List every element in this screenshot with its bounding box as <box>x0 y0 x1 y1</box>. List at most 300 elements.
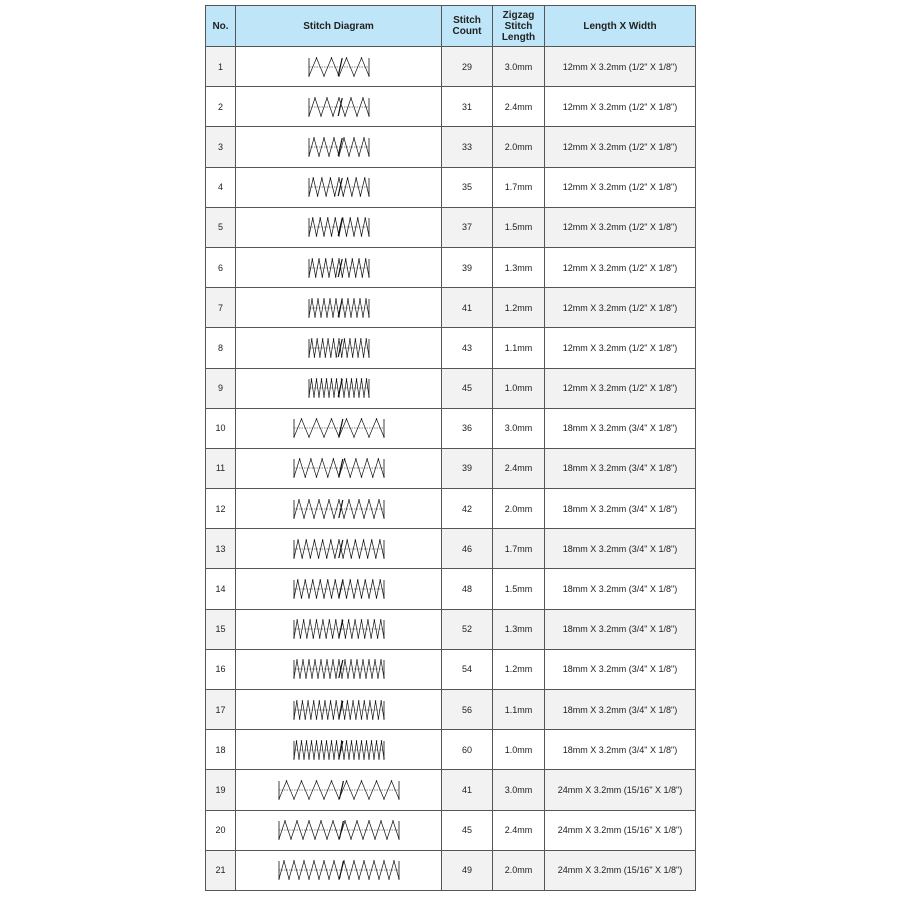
needle-point <box>304 579 305 580</box>
needle-point <box>310 378 311 379</box>
zigzag-length: 1.7mm <box>493 529 545 569</box>
needle-point <box>357 579 358 580</box>
needle-point <box>328 620 329 621</box>
needle-point <box>314 660 315 661</box>
needle-point <box>362 539 363 540</box>
needle-point <box>341 678 342 679</box>
needle-point <box>392 820 393 821</box>
needle-point <box>398 798 399 799</box>
needle-point <box>315 378 316 379</box>
needle-point <box>326 557 327 558</box>
needle-point <box>360 57 361 58</box>
needle-point <box>308 396 309 397</box>
needle-point <box>360 597 361 598</box>
needle-point <box>368 236 369 237</box>
needle-point <box>303 758 304 759</box>
needle-point <box>328 396 329 397</box>
needle-point <box>363 396 364 397</box>
needle-point <box>317 557 318 558</box>
needle-point <box>328 155 329 156</box>
needle-point <box>335 356 336 357</box>
needle-point <box>383 678 384 679</box>
needle-point <box>372 477 373 478</box>
needle-point <box>357 638 358 639</box>
needle-point <box>350 740 351 741</box>
needle-point <box>375 419 376 420</box>
needle-point <box>329 700 330 701</box>
needle-point <box>344 258 345 259</box>
needle-point <box>310 740 311 741</box>
needle-point <box>358 557 359 558</box>
needle-point <box>362 838 363 839</box>
needle-point <box>388 879 389 880</box>
table-row <box>206 690 696 730</box>
needle-point <box>338 539 339 540</box>
needle-point <box>331 638 332 639</box>
needle-point <box>288 879 289 880</box>
needle-point <box>330 57 331 58</box>
needle-point <box>360 477 361 478</box>
needle-point <box>353 137 354 138</box>
needle-point <box>366 459 367 460</box>
row-number: 21 <box>206 850 236 890</box>
stitch-count: 48 <box>442 569 493 609</box>
needle-point <box>360 236 361 237</box>
needle-point <box>365 298 366 299</box>
needle-point <box>326 316 327 317</box>
stitch-count: 35 <box>442 167 493 207</box>
needle-point <box>296 700 297 701</box>
needle-point <box>323 758 324 759</box>
needle-point <box>323 798 324 799</box>
needle-point <box>313 356 314 357</box>
needle-point <box>362 356 363 357</box>
needle-point <box>305 678 306 679</box>
needle-point <box>309 557 310 558</box>
needle-point <box>366 557 367 558</box>
needle-point <box>375 740 376 741</box>
needle-point <box>345 57 346 58</box>
needle-point <box>323 236 324 237</box>
needle-point <box>343 396 344 397</box>
needle-point <box>304 718 305 719</box>
zigzag-length: 3.0mm <box>493 770 545 810</box>
needle-point <box>325 378 326 379</box>
stitch-diagram-cell <box>236 368 442 408</box>
length-width: 24mm X 3.2mm (15/16" X 1/8") <box>545 850 696 890</box>
needle-point <box>363 137 364 138</box>
needle-point <box>332 718 333 719</box>
needle-point <box>298 499 299 500</box>
table-row <box>206 167 696 207</box>
header-zigzag-line1: Zigzag <box>502 9 535 21</box>
needle-point <box>321 338 322 339</box>
needle-point <box>360 718 361 719</box>
needle-point <box>332 115 333 116</box>
needle-point <box>317 678 318 679</box>
needle-point <box>371 678 372 679</box>
needle-point <box>332 316 333 317</box>
needle-point <box>350 316 351 317</box>
needle-point <box>283 861 284 862</box>
zigzag-stitch-diagram <box>291 578 387 600</box>
needle-point <box>368 798 369 799</box>
needle-point <box>313 137 314 138</box>
needle-point <box>347 620 348 621</box>
needle-point <box>315 780 316 781</box>
needle-point <box>368 499 369 500</box>
needle-point <box>368 75 369 76</box>
needle-point <box>348 499 349 500</box>
needle-point <box>293 678 294 679</box>
needle-point <box>360 419 361 420</box>
zigzag-length: 3.0mm <box>493 408 545 448</box>
needle-point <box>345 597 346 598</box>
zigzag-stitch-diagram <box>306 96 372 118</box>
header-zigzag-line3: Length <box>501 31 536 43</box>
table-row <box>206 810 696 850</box>
needle-point <box>333 517 334 518</box>
needle-point <box>352 700 353 701</box>
needle-point <box>326 838 327 839</box>
needle-point <box>295 740 296 741</box>
needle-point <box>285 780 286 781</box>
needle-point <box>351 356 352 357</box>
stitch-count: 52 <box>442 609 493 649</box>
row-number: 3 <box>206 127 236 167</box>
stitch-diagram-cell <box>236 207 442 247</box>
zigzag-length: 2.4mm <box>493 448 545 488</box>
needle-point <box>320 820 321 821</box>
zigzag-stitch-diagram <box>291 618 387 640</box>
zigzag-length: 1.3mm <box>493 247 545 287</box>
needle-point <box>314 97 315 98</box>
zigzag-stitch-diagram <box>306 337 372 359</box>
row-number: 14 <box>206 569 236 609</box>
needle-point <box>345 236 346 237</box>
needle-point <box>368 879 369 880</box>
needle-point <box>308 155 309 156</box>
needle-point <box>383 798 384 799</box>
stitch-count: 29 <box>442 47 493 87</box>
needle-point <box>341 356 342 357</box>
stitch-count: 39 <box>442 247 493 287</box>
needle-point <box>356 660 357 661</box>
row-number: 9 <box>206 368 236 408</box>
needle-point <box>341 276 342 277</box>
length-width: 18mm X 3.2mm (3/4" X 1/8") <box>545 408 696 448</box>
needle-point <box>319 218 320 219</box>
needle-point <box>359 298 360 299</box>
stitch-count: 43 <box>442 328 493 368</box>
needle-point <box>347 678 348 679</box>
needle-point <box>348 758 349 759</box>
stitch-count: 42 <box>442 489 493 529</box>
needle-point <box>293 557 294 558</box>
zigzag-length: 1.1mm <box>493 690 545 730</box>
needle-point <box>349 338 350 339</box>
needle-point <box>363 517 364 518</box>
zigzag-length: 1.2mm <box>493 649 545 689</box>
needle-point <box>367 620 368 621</box>
needle-point <box>293 798 294 799</box>
stitch-count: 33 <box>442 127 493 167</box>
zigzag-length: 2.0mm <box>493 850 545 890</box>
needle-point <box>353 75 354 76</box>
needle-point <box>372 579 373 580</box>
needle-point <box>362 97 363 98</box>
needle-point <box>315 597 316 598</box>
needle-point <box>373 517 374 518</box>
length-width: 18mm X 3.2mm (3/4" X 1/8") <box>545 690 696 730</box>
needle-point <box>318 700 319 701</box>
length-width: 24mm X 3.2mm (15/16" X 1/8") <box>545 810 696 850</box>
row-number: 4 <box>206 167 236 207</box>
needle-point <box>308 75 309 76</box>
needle-point <box>351 638 352 639</box>
needle-point <box>354 539 355 540</box>
needle-point <box>338 338 339 339</box>
needle-point <box>319 356 320 357</box>
needle-point <box>364 177 365 178</box>
needle-point <box>321 177 322 178</box>
table-row <box>206 489 696 529</box>
needle-point <box>300 597 301 598</box>
needle-point <box>300 780 301 781</box>
needle-point <box>374 700 375 701</box>
needle-point <box>351 195 352 196</box>
zigzag-length: 1.5mm <box>493 207 545 247</box>
needle-point <box>335 620 336 621</box>
needle-point <box>324 700 325 701</box>
needle-point <box>334 218 335 219</box>
needle-point <box>301 700 302 701</box>
needle-point <box>350 557 351 558</box>
needle-point <box>334 195 335 196</box>
needle-point <box>323 298 324 299</box>
stitch-count: 41 <box>442 770 493 810</box>
needle-point <box>324 356 325 357</box>
needle-point <box>293 638 294 639</box>
needle-point <box>332 459 333 460</box>
needle-point <box>315 740 316 741</box>
needle-point <box>302 660 303 661</box>
needle-point <box>323 75 324 76</box>
needle-point <box>372 718 373 719</box>
needle-point <box>321 539 322 540</box>
row-number: 17 <box>206 690 236 730</box>
needle-point <box>380 700 381 701</box>
needle-point <box>369 700 370 701</box>
needle-point <box>350 838 351 839</box>
needle-point <box>353 678 354 679</box>
row-number: 13 <box>206 529 236 569</box>
needle-point <box>313 539 314 540</box>
needle-point <box>284 820 285 821</box>
needle-point <box>342 195 343 196</box>
table-row <box>206 730 696 770</box>
needle-point <box>301 557 302 558</box>
needle-point <box>323 137 324 138</box>
needle-point <box>312 579 313 580</box>
needle-point <box>328 879 329 880</box>
needle-point <box>358 758 359 759</box>
needle-point <box>368 396 369 397</box>
needle-point <box>307 700 308 701</box>
needle-point <box>326 660 327 661</box>
needle-point <box>373 861 374 862</box>
needle-point <box>308 316 309 317</box>
length-width: 18mm X 3.2mm (3/4" X 1/8") <box>545 609 696 649</box>
needle-point <box>380 820 381 821</box>
needle-point <box>327 218 328 219</box>
needle-point <box>368 155 369 156</box>
needle-point <box>365 678 366 679</box>
zigzag-stitch-diagram <box>291 457 387 479</box>
needle-point <box>354 276 355 277</box>
table-row <box>206 127 696 167</box>
table-row <box>206 368 696 408</box>
needle-point <box>318 758 319 759</box>
needle-point <box>293 517 294 518</box>
table-row <box>206 247 696 287</box>
needle-point <box>329 678 330 679</box>
row-number: 19 <box>206 770 236 810</box>
needle-point <box>297 539 298 540</box>
needle-point <box>314 838 315 839</box>
needle-point <box>344 820 345 821</box>
stitch-count: 36 <box>442 408 493 448</box>
needle-point <box>308 195 309 196</box>
table-row <box>206 207 696 247</box>
stitch-count: 39 <box>442 448 493 488</box>
needle-point <box>312 218 313 219</box>
needle-point <box>365 740 366 741</box>
row-number: 12 <box>206 489 236 529</box>
table-row <box>206 850 696 890</box>
needle-point <box>374 660 375 661</box>
needle-point <box>380 740 381 741</box>
needle-point <box>330 378 331 379</box>
zigzag-stitch-diagram <box>306 297 372 319</box>
zigzag-length: 1.1mm <box>493 328 545 368</box>
needle-point <box>293 597 294 598</box>
zigzag-length: 1.3mm <box>493 609 545 649</box>
row-number: 5 <box>206 207 236 247</box>
table-row <box>206 408 696 448</box>
length-width: 12mm X 3.2mm (1/2" X 1/8") <box>545 127 696 167</box>
needle-point <box>308 879 309 880</box>
table-row <box>206 288 696 328</box>
needle-point <box>368 316 369 317</box>
needle-point <box>308 499 309 500</box>
needle-point <box>312 638 313 639</box>
needle-point <box>355 718 356 719</box>
zigzag-stitch-diagram <box>276 819 402 841</box>
needle-point <box>359 195 360 196</box>
needle-point <box>344 115 345 116</box>
needle-point <box>346 700 347 701</box>
needle-point <box>355 378 356 379</box>
header-row <box>206 6 696 47</box>
zigzag-length: 2.0mm <box>493 127 545 167</box>
needle-point <box>329 298 330 299</box>
needle-point <box>298 879 299 880</box>
needle-point <box>368 820 369 821</box>
needle-point <box>320 740 321 741</box>
needle-point <box>334 276 335 277</box>
needle-point <box>328 499 329 500</box>
header-count <box>442 6 493 47</box>
needle-point <box>361 276 362 277</box>
needle-point <box>357 218 358 219</box>
needle-point <box>311 678 312 679</box>
length-width: 18mm X 3.2mm (3/4" X 1/8") <box>545 448 696 488</box>
needle-point <box>377 718 378 719</box>
needle-point <box>350 378 351 379</box>
length-width: 18mm X 3.2mm (3/4" X 1/8") <box>545 489 696 529</box>
needle-point <box>378 499 379 500</box>
needle-point <box>357 700 358 701</box>
table-row <box>206 649 696 689</box>
stitch-diagram-cell <box>236 489 442 529</box>
needle-point <box>327 579 328 580</box>
needle-point <box>318 155 319 156</box>
needle-point <box>316 338 317 339</box>
needle-point <box>308 437 309 438</box>
needle-point <box>327 718 328 719</box>
needle-point <box>375 597 376 598</box>
needle-point <box>353 861 354 862</box>
needle-point <box>320 115 321 116</box>
needle-point <box>383 557 384 558</box>
needle-point <box>343 459 344 460</box>
needle-point <box>323 396 324 397</box>
needle-point <box>332 338 333 339</box>
needle-point <box>335 378 336 379</box>
needle-point <box>368 195 369 196</box>
stitch-diagram-cell <box>236 167 442 207</box>
table-row <box>206 328 696 368</box>
needle-point <box>316 195 317 196</box>
needle-point <box>347 298 348 299</box>
row-number: 10 <box>206 408 236 448</box>
needle-point <box>343 338 344 339</box>
needle-point <box>353 517 354 518</box>
zigzag-stitch-diagram <box>291 699 387 721</box>
needle-point <box>330 419 331 420</box>
stitch-diagram-cell <box>236 810 442 850</box>
needle-point <box>343 517 344 518</box>
needle-point <box>308 276 309 277</box>
table-body <box>206 47 696 891</box>
needle-point <box>379 579 380 580</box>
table-row <box>206 47 696 87</box>
needle-point <box>335 678 336 679</box>
table-row <box>206 87 696 127</box>
stitch-diagram-cell <box>236 408 442 448</box>
stitch-diagram-cell <box>236 247 442 287</box>
length-width: 12mm X 3.2mm (1/2" X 1/8") <box>545 47 696 87</box>
needle-point <box>313 396 314 397</box>
zigzag-length: 1.5mm <box>493 569 545 609</box>
needle-point <box>366 718 367 719</box>
needle-point <box>344 316 345 317</box>
needle-point <box>363 861 364 862</box>
stitch-count: 37 <box>442 207 493 247</box>
needle-point <box>353 298 354 299</box>
table-row <box>206 569 696 609</box>
